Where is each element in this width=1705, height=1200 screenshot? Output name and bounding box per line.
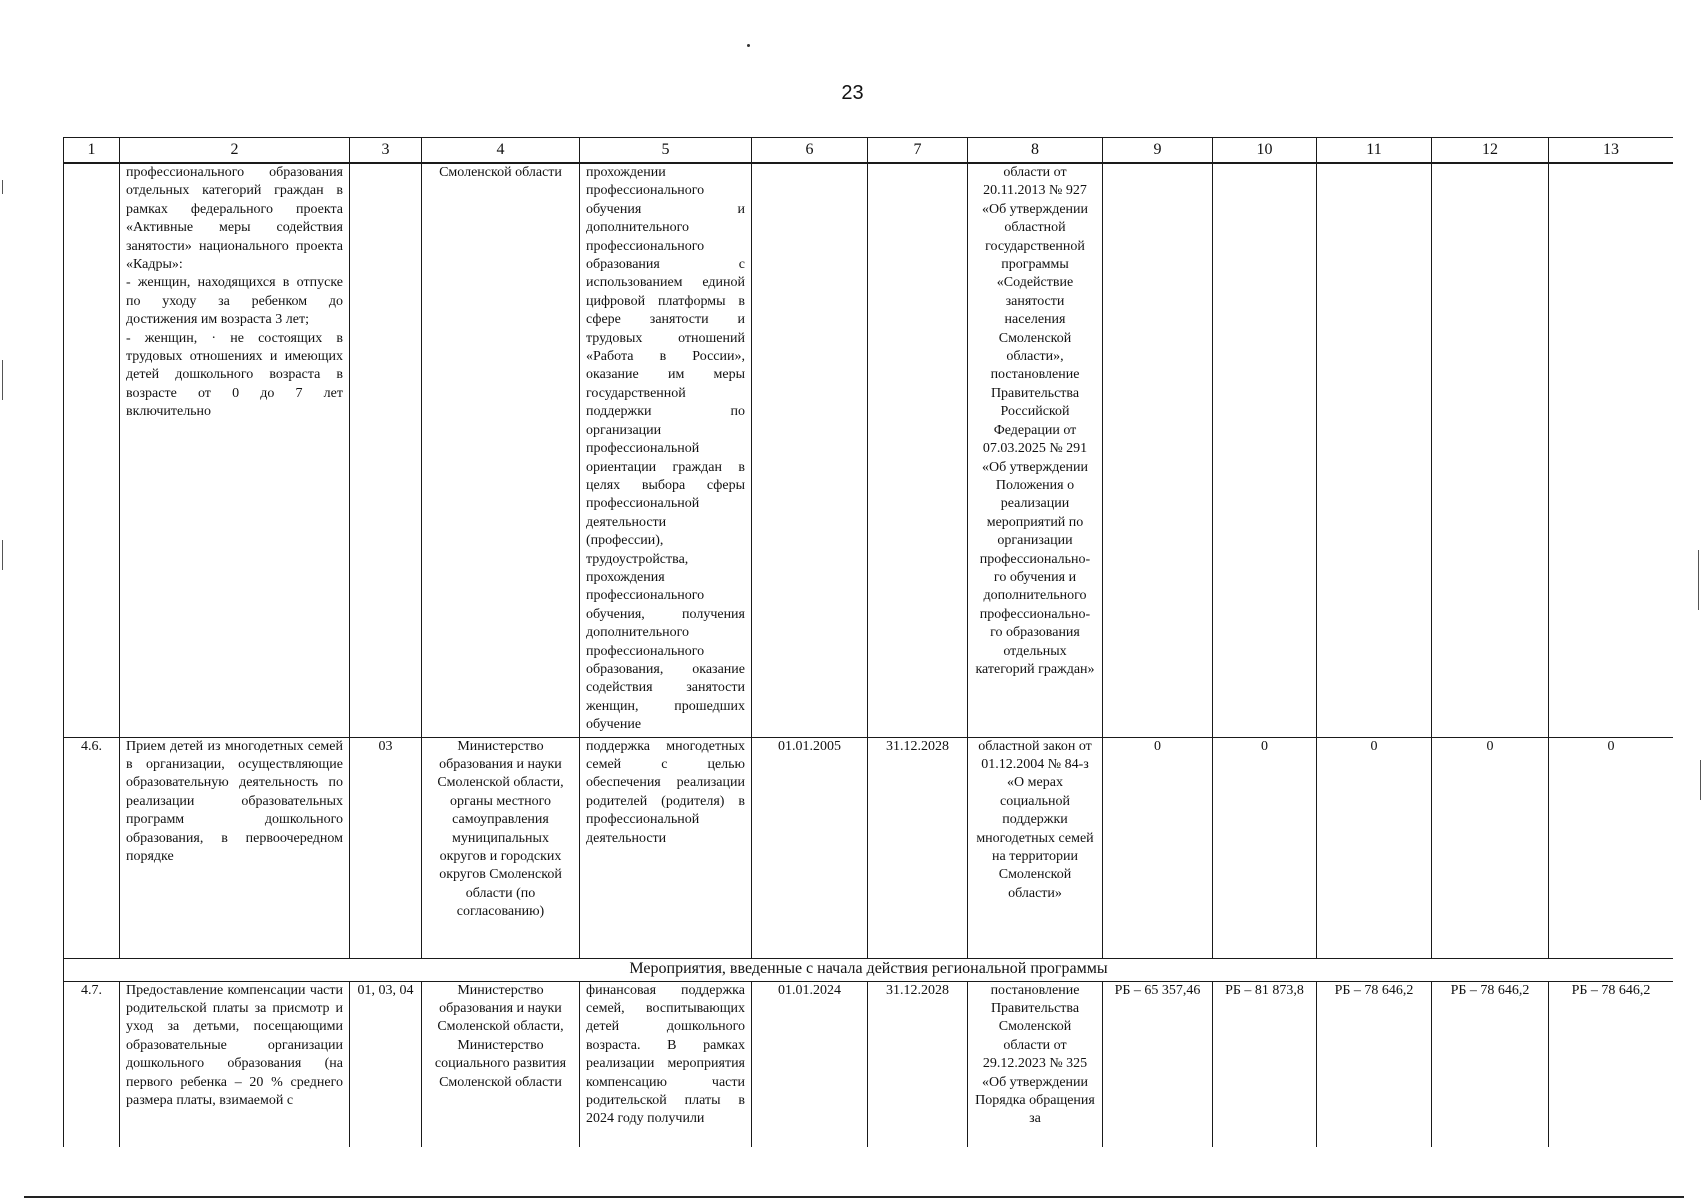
- description: поддержка многодетных семей с целью обеспечения реализации родителей (родителя) в профессиональной деятельности: [580, 737, 752, 958]
- program-table: [63, 137, 1673, 1147]
- measure-name-item: - женщин, · не состоящих в трудовых отношениях и имеющих детей дошкольного возраста в возрасте от 0 до 7 лет включительно: [126, 330, 343, 420]
- value-col-13: 0: [1549, 737, 1674, 958]
- measure-name-item: - женщин, находящихся в отпуске по уходу за ребенком до достижения им возраста 3 лет;: [126, 275, 343, 328]
- value-col-11: [1317, 163, 1432, 737]
- measure-name: Предоставление компенсации части родительской платы за присмотр и уход за детьми, посещающими образовательные организации дошкольного образования (на первого ребенка – 20 % среднего размера платы, взимаемой с: [120, 981, 350, 1147]
- header-cell: 5: [580, 138, 752, 164]
- scan-mark: [2, 360, 3, 400]
- header-cell: 6: [752, 138, 868, 164]
- header-cell: 4: [422, 138, 580, 164]
- value-col-11: 0: [1317, 737, 1432, 958]
- section-row: [64, 958, 1674, 981]
- header-cell: 9: [1103, 138, 1213, 164]
- header-cell: 12: [1432, 138, 1549, 164]
- value-col-13: [1549, 163, 1674, 737]
- table-container: [63, 137, 1673, 1147]
- value-col-10: 0: [1213, 737, 1317, 958]
- codes: 03: [350, 737, 422, 958]
- header-cell: 3: [350, 138, 422, 164]
- value-col-9: 0: [1103, 737, 1213, 958]
- table-row: [64, 737, 1674, 958]
- description: финансовая поддержка семей, воспитывающих детей дошкольного возраста. В рамках реализации мероприятия компенсацию части родительской платы в 2024 году получили: [580, 981, 752, 1147]
- page-number: 23: [841, 82, 864, 104]
- legal-basis: постановление Правительства Смоленской области от 29.12.2023 № 325 «Об утверждении Порядка обращения за: [968, 981, 1103, 1147]
- header-row: [64, 138, 1674, 164]
- header-cell: 7: [868, 138, 968, 164]
- scan-mark: [1700, 760, 1701, 800]
- value-col-13: РБ – 78 646,2: [1549, 981, 1674, 1147]
- legal-basis: области от 20.11.2013 № 927 «Об утверждении областной государственной программы «Содействие занятости населения Смоленской области», постановление Правительства Российской Федерации от 07.03.2025 № 291 «Об утверждении Положения о реализации мероприятий по организации профессионально-го обучения и дополнительного профессионально-го образования отдельных категорий граждан»: [968, 163, 1103, 737]
- executor: Министерство образования и науки Смоленской области, Министерство социального развития Смоленской области: [422, 981, 580, 1147]
- start-date: 01.01.2024: [752, 981, 868, 1147]
- legal-basis: областной закон от 01.12.2004 № 84-з «О мерах социальной поддержки многодетных семей на территории Смоленской области»: [968, 737, 1103, 958]
- codes: 01, 03, 04: [350, 981, 422, 1147]
- section-title: Мероприятия, введенные с начала действия региональной программы: [64, 958, 1674, 981]
- measure-name: Прием детей из многодетных семей в организации, осуществляющие образовательную деятельность по реализации образовательных программ дошкольного образования, в первоочередном порядке: [120, 737, 350, 958]
- end-date: [868, 163, 968, 737]
- measure-name-text: профессионального образования отдельных категорий граждан в рамках федерального проекта «Активные меры содействия занятости» национального проекта «Кадры»:: [126, 165, 343, 273]
- start-date: 01.01.2005: [752, 737, 868, 958]
- row-number: 4.7.: [64, 981, 120, 1147]
- value-col-12: 0: [1432, 737, 1549, 958]
- end-date: 31.12.2028: [868, 737, 968, 958]
- value-col-12: [1432, 163, 1549, 737]
- value-col-11: РБ – 78 646,2: [1317, 981, 1432, 1147]
- scan-mark: [2, 180, 3, 194]
- header-cell: 11: [1317, 138, 1432, 164]
- stray-dot: [747, 44, 750, 47]
- value-col-10: РБ – 81 873,8: [1213, 981, 1317, 1147]
- value-col-9: РБ – 65 357,46: [1103, 981, 1213, 1147]
- start-date: [752, 163, 868, 737]
- description: прохождении профессионального обучения и дополнительного профессионального образования с использованием единой цифровой платформы в сфере занятости и трудовых отношений «Работа в России», оказание им меры государственной поддержки по организации профессиональной ориентации граждан в целях выбора сферы профессиональной деятельности (профессии), трудоустройства, прохождения профессионального обучения, получения дополнительного профессионального образования, оказание содействия занятости женщин, прошедших обучение: [580, 163, 752, 737]
- value-col-10: [1213, 163, 1317, 737]
- scan-mark: [1698, 550, 1699, 610]
- codes: [350, 163, 422, 737]
- bottom-rule: [24, 1196, 1684, 1198]
- scan-mark: [2, 540, 3, 570]
- header-cell: 1: [64, 138, 120, 164]
- row-number: [64, 163, 120, 737]
- value-col-12: РБ – 78 646,2: [1432, 981, 1549, 1147]
- measure-name: [120, 163, 350, 737]
- value-col-9: [1103, 163, 1213, 737]
- row-number: 4.6.: [64, 737, 120, 958]
- table-row: [64, 981, 1674, 1147]
- header-cell: 8: [968, 138, 1103, 164]
- table-row: [64, 163, 1674, 737]
- executor: Министерство образования и науки Смоленской области, органы местного самоуправления муниципальных округов и городских округов Смоленской области (по согласованию): [422, 737, 580, 958]
- header-cell: 13: [1549, 138, 1674, 164]
- header-cell: 10: [1213, 138, 1317, 164]
- header-cell: 2: [120, 138, 350, 164]
- end-date: 31.12.2028: [868, 981, 968, 1147]
- executor: Смоленской области: [422, 163, 580, 737]
